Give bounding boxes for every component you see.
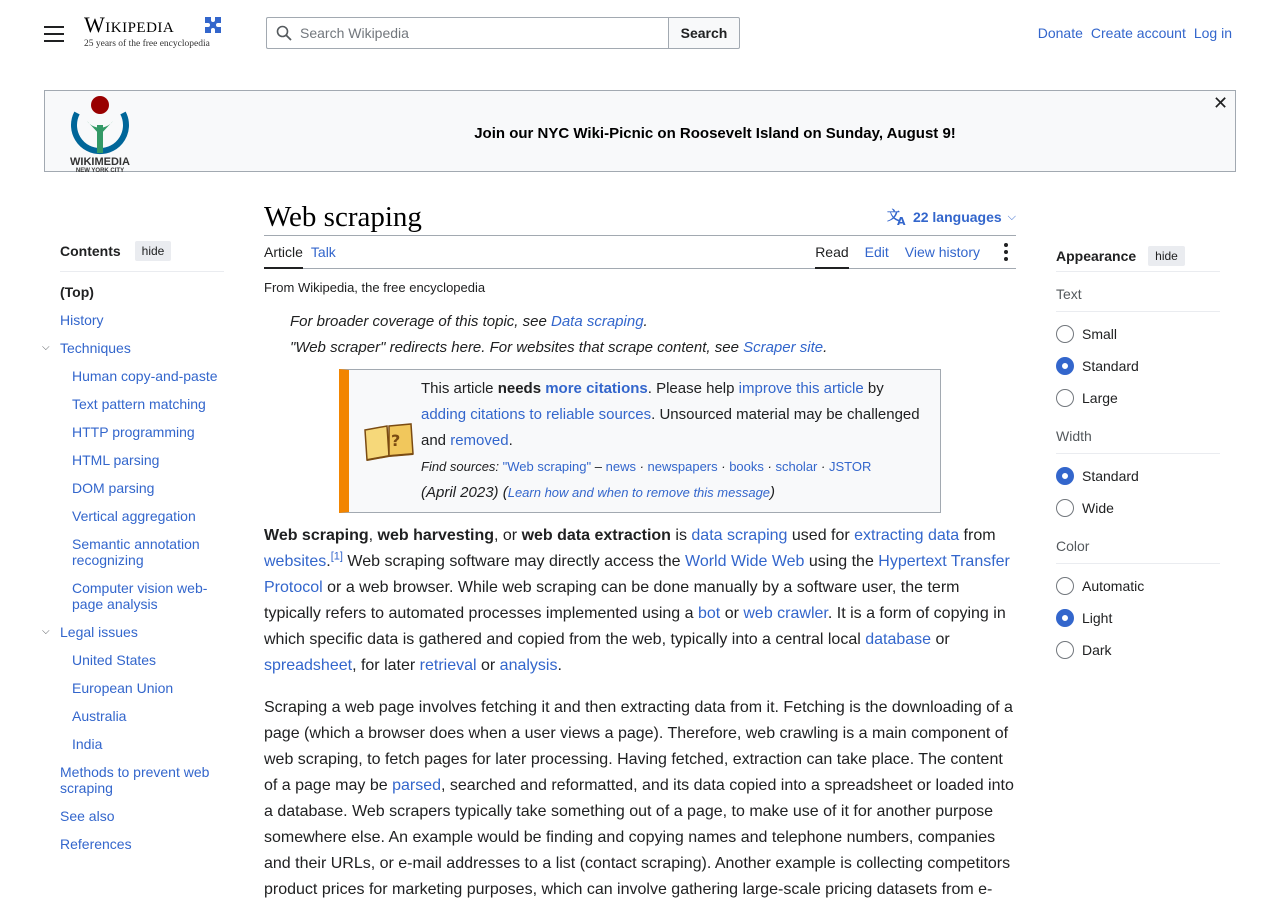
article-link[interactable]: extracting data bbox=[854, 527, 960, 544]
text: or a web browser. While web scraping can be done manually by a software user, the term typically refers to automated processes implemented using a bbox=[264, 579, 960, 622]
search-form bbox=[266, 17, 740, 49]
source-jstor-link[interactable]: JSTOR bbox=[828, 459, 872, 474]
toc-item-label[interactable]: United States bbox=[72, 652, 157, 668]
notice-fragment: . bbox=[508, 432, 513, 449]
term: Web scraping bbox=[264, 527, 369, 544]
toc-item-text-pattern[interactable] bbox=[60, 396, 224, 412]
width-options bbox=[1056, 460, 1220, 524]
improve-article-link[interactable]: improve this article bbox=[738, 380, 864, 397]
chevron-down-icon[interactable]: ⌵ bbox=[42, 342, 50, 353]
notice-date-line bbox=[421, 480, 931, 506]
article-link[interactable]: parsed bbox=[392, 777, 442, 794]
tab-talk[interactable]: Talk bbox=[310, 244, 336, 260]
article-link[interactable]: bot bbox=[698, 605, 721, 622]
toc-item-top[interactable] bbox=[60, 284, 224, 300]
appearance-header bbox=[1056, 240, 1220, 272]
hatnote bbox=[264, 309, 1016, 361]
toc-item-label[interactable]: Text pattern matching bbox=[72, 396, 206, 412]
article-link[interactable]: World Wide Web bbox=[685, 553, 805, 570]
source-books-link[interactable]: books bbox=[729, 459, 764, 474]
radio-button[interactable] bbox=[1056, 357, 1074, 375]
hatnote-text: . bbox=[643, 313, 648, 330]
text: . bbox=[557, 657, 562, 674]
toc-item-label[interactable]: Vertical aggregation bbox=[72, 508, 196, 524]
site-subtitle: From Wikipedia, the free encyclopedia bbox=[264, 280, 486, 295]
text-size-label: Text bbox=[1056, 284, 1220, 312]
radio-button[interactable] bbox=[1056, 641, 1074, 659]
find-sources: Find sources: "Web scraping" – news · newspapers · books · scholar · JSTOR bbox=[421, 459, 872, 474]
main-menu-button[interactable] bbox=[44, 26, 64, 42]
svg-text:A: A bbox=[896, 215, 906, 226]
toc-item-references[interactable] bbox=[60, 836, 224, 852]
color-options bbox=[1056, 570, 1220, 666]
toc-item-label[interactable]: Techniques bbox=[60, 340, 131, 356]
banner-message: Join our NYC Wiki-Picnic on Roosevelt Island on Sunday, August 9! bbox=[474, 125, 956, 142]
article-link[interactable]: database bbox=[865, 631, 932, 648]
citation-needed-notice bbox=[339, 369, 941, 513]
notice-fragment: needs bbox=[497, 380, 546, 397]
banner-logo-line2: NEW YORK CITY bbox=[75, 168, 125, 174]
title-row bbox=[264, 196, 1016, 236]
paragraph-1 bbox=[264, 523, 1016, 679]
search-input[interactable] bbox=[300, 25, 660, 41]
notice-fragment: ) bbox=[770, 484, 776, 501]
text: or bbox=[720, 605, 744, 622]
toc-item-european-union[interactable] bbox=[60, 680, 224, 696]
toc-item-http[interactable] bbox=[60, 424, 224, 440]
radio-width-standard[interactable] bbox=[1056, 460, 1220, 492]
hatnote-text: . bbox=[823, 339, 828, 356]
tab-read[interactable]: Read bbox=[815, 236, 848, 269]
toc-item-label[interactable]: Computer vision web-page analysis bbox=[72, 580, 208, 612]
user-links bbox=[1038, 25, 1232, 41]
notice-date: (April 2023) bbox=[421, 484, 499, 501]
more-citations-link[interactable]: more citations bbox=[545, 380, 648, 397]
learn-remove-link[interactable]: Learn how and when to remove this message bbox=[507, 485, 771, 500]
data-scraping-link[interactable]: Data scraping bbox=[550, 313, 644, 330]
toc-item-methods-prevent[interactable] bbox=[60, 764, 224, 796]
toc-item-computer-vision[interactable] bbox=[60, 580, 224, 612]
notice-fragment: ( bbox=[498, 484, 508, 501]
toc-item-label[interactable]: India bbox=[72, 736, 103, 752]
create-account-link[interactable]: Create account bbox=[1090, 25, 1186, 41]
notice-fragment: This article bbox=[421, 380, 498, 397]
chevron-down-icon[interactable]: ⌵ bbox=[42, 626, 50, 637]
radio-label: Wide bbox=[1082, 500, 1114, 516]
radio-color-dark[interactable] bbox=[1056, 634, 1220, 666]
article-link[interactable]: websites bbox=[264, 553, 327, 570]
close-icon[interactable]: ✕ bbox=[1213, 93, 1229, 113]
scraper-site-link[interactable]: Scraper site bbox=[743, 339, 824, 356]
toc-item-label[interactable]: See also bbox=[60, 808, 115, 824]
article-link[interactable]: data scraping bbox=[691, 527, 788, 544]
radio-label: Dark bbox=[1082, 642, 1112, 658]
adding-citations-link[interactable]: adding citations to reliable sources bbox=[421, 406, 652, 423]
toc-item-dom-parsing[interactable] bbox=[60, 480, 224, 496]
toc-item-india[interactable] bbox=[60, 736, 224, 752]
logo-tagline: 25 years of the free encyclopedia bbox=[84, 39, 210, 49]
search-field[interactable] bbox=[266, 17, 668, 49]
puzzle-globe-icon bbox=[202, 14, 226, 36]
toc-item-html-parsing[interactable] bbox=[60, 452, 224, 468]
text-size-options bbox=[1056, 318, 1220, 414]
find-query-link[interactable]: "Web scraping" bbox=[502, 459, 592, 474]
text: , bbox=[368, 527, 378, 544]
toc-item-vertical-aggregation[interactable] bbox=[60, 508, 224, 524]
article-link[interactable]: Hypertext Transfer Protocol bbox=[264, 553, 1010, 596]
toc-item-see-also[interactable] bbox=[60, 808, 224, 824]
radio-color-light[interactable] bbox=[1056, 602, 1220, 634]
text: Scraping a web page involves fetching it and then extracting data from it. Fetching is the downloading of a page (which a browser does when a user views a page). Therefore, web crawling is a main component of web scraping, to fetch pages for later processing. Having fetched, extraction can take place. The content of a page may be bbox=[264, 699, 1013, 794]
toc-item-label: (Top) bbox=[60, 284, 94, 300]
notice-fragment: by bbox=[863, 380, 884, 397]
toc-item-techniques[interactable] bbox=[42, 340, 224, 356]
radio-text-large[interactable] bbox=[1056, 382, 1220, 414]
toc-item-human-copy[interactable] bbox=[60, 368, 224, 384]
toc-list bbox=[42, 284, 224, 852]
text: is bbox=[670, 527, 692, 544]
radio-button[interactable] bbox=[1056, 467, 1074, 485]
toc-item-label[interactable]: European Union bbox=[72, 680, 174, 696]
radio-width-wide[interactable] bbox=[1056, 492, 1220, 524]
log-in-link[interactable]: Log in bbox=[1193, 25, 1232, 41]
find-sources-label: Find sources: bbox=[421, 459, 503, 474]
text: , for later bbox=[352, 657, 420, 674]
more-options-icon[interactable] bbox=[996, 236, 1016, 268]
term: web harvesting bbox=[377, 527, 494, 544]
toc-item-label[interactable]: History bbox=[60, 312, 104, 328]
banner-logo-line1: WIKIMEDIA bbox=[70, 156, 130, 168]
notice-fragment: . Please help bbox=[647, 380, 739, 397]
appearance-title: Appearance bbox=[1056, 247, 1137, 264]
text: Web scraping software may directly access the bbox=[342, 553, 685, 570]
radio-color-automatic[interactable] bbox=[1056, 570, 1220, 602]
term: web data extraction bbox=[521, 527, 671, 544]
page-title: Web scraping bbox=[264, 201, 422, 233]
toc-item-united-states[interactable] bbox=[60, 652, 224, 668]
toc-title: Contents bbox=[60, 242, 121, 259]
search-button[interactable]: Search bbox=[668, 17, 740, 49]
radio-label: Automatic bbox=[1082, 578, 1145, 594]
text: , searched and reformatted, and its data copied into a spreadsheet or loaded into a database. Web scrapers typically take something out of a page, to make use of it for another purpose somewhere else. An example would be finding and copying names and telephone numbers, companies and their URLs, or e-mail addresses to a list (contact scraping). Another example is collecting competitors product prices for marketing purposes, which can involve gathering large-scale pricing datasets from e- bbox=[264, 777, 1014, 898]
radio-label: Light bbox=[1082, 610, 1113, 626]
toc-item-history[interactable] bbox=[60, 312, 224, 328]
toc-item-label[interactable]: Semantic annotation recognizing bbox=[72, 536, 200, 568]
source-scholar-link[interactable]: scholar bbox=[775, 459, 818, 474]
hatnote-line-2 bbox=[290, 335, 1016, 361]
radio-button[interactable] bbox=[1056, 499, 1074, 517]
tab-view-history[interactable]: View history bbox=[904, 244, 980, 260]
toc-item-label[interactable]: Methods to prevent web scraping bbox=[60, 764, 210, 796]
text: or bbox=[476, 657, 500, 674]
site-notice-banner bbox=[44, 90, 1236, 172]
appearance-hide-button[interactable]: hide bbox=[1148, 246, 1185, 266]
logo-wordmark: Wikipedia bbox=[84, 12, 175, 37]
separator: – bbox=[591, 459, 606, 474]
toc-item-legal-issues[interactable] bbox=[42, 624, 224, 640]
text: used for bbox=[787, 527, 855, 544]
wikipedia-logo[interactable] bbox=[84, 12, 234, 54]
toc-hide-button[interactable]: hide bbox=[135, 241, 172, 261]
radio-text-small[interactable] bbox=[1056, 318, 1220, 350]
chevron-down-icon: ⌵ bbox=[1007, 210, 1016, 223]
radio-label: Standard bbox=[1082, 358, 1139, 374]
languages-button[interactable] bbox=[887, 208, 1016, 226]
notice-body bbox=[421, 376, 931, 454]
hatnote-line-1 bbox=[290, 309, 1016, 335]
radio-button[interactable] bbox=[1056, 577, 1074, 595]
article-link[interactable]: retrieval bbox=[419, 657, 477, 674]
search-icon bbox=[276, 25, 292, 41]
toc-item-label[interactable]: Human copy-and-paste bbox=[72, 368, 218, 384]
hatnote-text: "Web scraper" redirects here. For websites that scrape content, see bbox=[290, 339, 744, 356]
text: . bbox=[326, 553, 331, 570]
text: . It is a form of copying in which specific data is gathered and copied from the web, typically into a central local bbox=[264, 605, 1006, 648]
tab-edit[interactable]: Edit bbox=[864, 244, 889, 260]
reference-1[interactable]: [1] bbox=[330, 550, 343, 563]
svg-text:文: 文 bbox=[886, 209, 900, 224]
radio-label: Small bbox=[1082, 326, 1118, 342]
toc-item-label[interactable]: DOM parsing bbox=[72, 480, 155, 496]
article-link[interactable]: web crawler bbox=[743, 605, 828, 622]
translate-icon bbox=[887, 208, 907, 226]
appearance-panel bbox=[1056, 240, 1220, 666]
radio-label: Standard bbox=[1082, 468, 1139, 484]
radio-button[interactable] bbox=[1056, 325, 1074, 343]
toc-header bbox=[60, 240, 224, 272]
radio-button[interactable] bbox=[1056, 389, 1074, 407]
text: from bbox=[959, 527, 996, 544]
page-tabs bbox=[264, 236, 1016, 269]
open-book-question-icon bbox=[361, 420, 417, 464]
donate-link[interactable]: Donate bbox=[1037, 25, 1083, 41]
table-of-contents bbox=[42, 240, 224, 864]
source-newspapers-link[interactable]: newspapers bbox=[647, 459, 718, 474]
article-link[interactable]: spreadsheet bbox=[264, 657, 353, 674]
toc-item-label[interactable]: Australia bbox=[72, 708, 127, 724]
article-content bbox=[264, 196, 1016, 900]
toc-item-label[interactable]: HTTP programming bbox=[72, 424, 195, 440]
text: or bbox=[931, 631, 950, 648]
source-news-link[interactable]: news bbox=[605, 459, 636, 474]
toc-item-semantic-annotation[interactable] bbox=[60, 536, 224, 568]
notice-fragment: . Unsourced material may be challenged and bbox=[421, 406, 920, 449]
radio-text-standard[interactable] bbox=[1056, 350, 1220, 382]
toc-item-label[interactable]: Legal issues bbox=[60, 624, 138, 640]
text: , or bbox=[494, 527, 522, 544]
article-link[interactable]: analysis bbox=[499, 657, 558, 674]
text: using the bbox=[804, 553, 879, 570]
width-label: Width bbox=[1056, 426, 1220, 454]
color-label: Color bbox=[1056, 536, 1220, 564]
toc-item-australia[interactable] bbox=[60, 708, 224, 724]
notice-text bbox=[421, 376, 931, 506]
toc-item-label[interactable]: References bbox=[60, 836, 132, 852]
radio-button[interactable] bbox=[1056, 609, 1074, 627]
radio-label: Large bbox=[1082, 390, 1118, 406]
removed-link[interactable]: removed bbox=[450, 432, 509, 449]
svg-text:?: ? bbox=[391, 431, 401, 450]
toc-item-label[interactable]: HTML parsing bbox=[72, 452, 160, 468]
tab-article[interactable]: Article bbox=[264, 236, 303, 269]
hatnote-text: For broader coverage of this topic, see bbox=[290, 313, 551, 330]
paragraph-2 bbox=[264, 695, 1016, 900]
languages-label: 22 languages bbox=[912, 209, 1002, 225]
